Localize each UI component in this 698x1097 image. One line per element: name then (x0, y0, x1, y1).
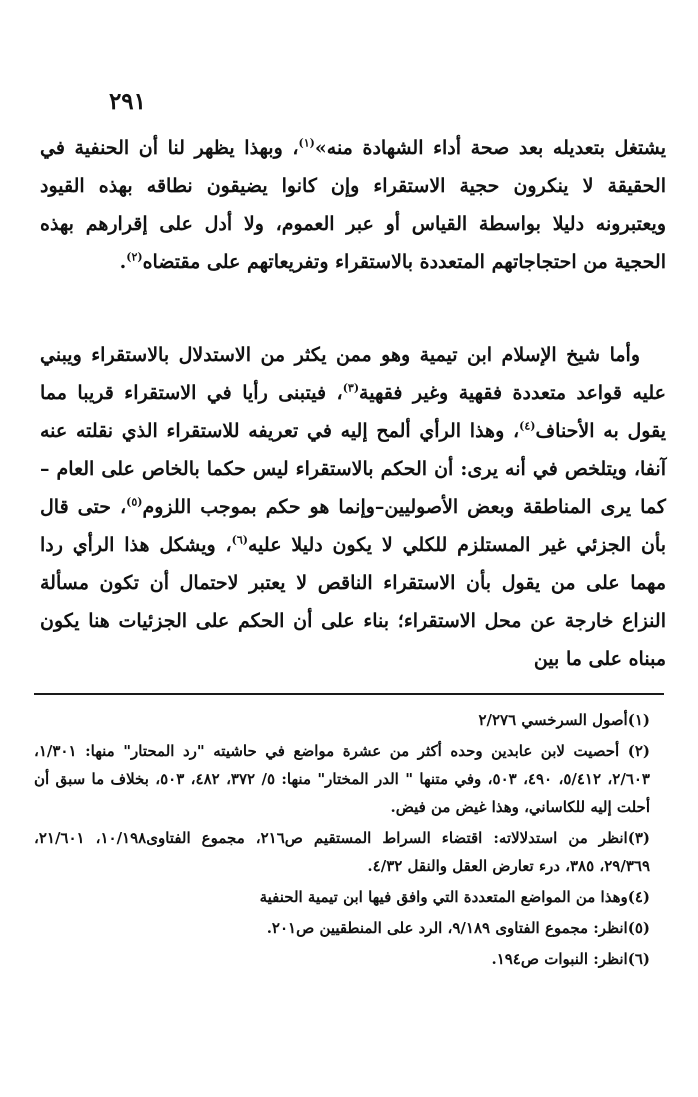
body-paragraph-2 (40, 336, 666, 678)
footnote-ref-1[interactable]: (١) (298, 136, 315, 150)
paragraph-2-text-c: ، وهذا الرأي ألمح إليه في تعريفه للاستقراء الذي نقلته عنه آنفا، ويتلخص في أنه يرى: أن الحكم بالاستقراء ليس حكما بالخاص على العام – كما يرى المناطقة وبعض الأصوليين–وإنما هو حكم بموجب اللزوم (40, 420, 666, 518)
paragraph-2-text-a: وأما شيخ الإسلام ابن تيمية وهو ممن يكثر من الاستدلال بالاستقراء ويبني عليه قواعد متعددة فقهية وغير فقهية (40, 344, 666, 404)
paragraph-1-text-a: يشتغل بتعديله بعد صحة أداء الشهادة منه» (314, 137, 667, 159)
footnote-ref-4[interactable]: (٤) (519, 419, 536, 433)
page-number: ٢٩١ (108, 88, 146, 115)
footnote-ref-6[interactable]: (٦) (231, 533, 248, 547)
paragraph-1-text-c: . (119, 251, 127, 273)
footnote-divider (34, 693, 664, 695)
footnote-ref-3[interactable]: (٣) (342, 381, 360, 395)
body-paragraph-1 (40, 129, 666, 281)
footnote-5: (٥)انظر: مجموع الفتاوى ٩/١٨٩، الرد على المنطقيين ص٢٠١. (266, 919, 650, 937)
footnote-1: (١)أصول السرخسي ٢/٢٧٦ (478, 711, 650, 729)
footnote-ref-2[interactable]: (٢) (126, 250, 143, 264)
footnote-6: (٦)انظر: النبوات ص١٩٤. (491, 950, 650, 968)
footnote-ref-5[interactable]: (٥) (126, 495, 143, 509)
footnotes-section (34, 706, 666, 976)
footnote-4: (٤)وهذا من المواضع المتعددة التي وافق فيها ابن تيمية الحنفية (259, 888, 650, 906)
footnote-3: (٣)انظر من استدلالاته: اقتضاء السراط المستقيم ص٢١٦، مجموع الفتاوى١٠/١٩٨، ٢١/٦٠١، ٢٩/٣٦٩، ٣٨٥، درء تعارض العقل والنقل ٤/٣٢. (34, 829, 650, 875)
paragraph-1-text-b: ، وبهذا يظهر لنا أن الحنفية في الحقيقة لا ينكرون حجية الاستقراء وإن كانوا يضيقون نطاقه بهذه القيود ويعتبرونه دليلا بواسطة القياس أو عبر العموم، ولا أدل على إقرارهم بهذه الحجية من احتجاجاتهم المتعددة بالاستقراء وتفريعاتهم على مقتضاه (40, 137, 666, 273)
paragraph-2-text-e: ، ويشكل هذا الرأي ردا مهما على من يقول بأن الاستقراء الناقص لا يعتبر لاحتمال أن تكون مسألة النزاع خارجة عن محل الاستقراء؛ بناء على أن الحكم على الجزئيات هنا يكون مبناه على ما بين (40, 534, 666, 670)
footnote-2: (٢) أحصيت لابن عابدين وحده أكثر من عشرة مواضع في حاشيته "رد المحتار" منها: ١/٣٠١، ٢/٦٠٣، ٥/٤١٢، ٤٩٠، ٥٠٣، وفي متنها " الدر المختار" منها: ٥/ ٣٧٢، ٤٨٢، ٥٠٣، بخلاف ما سبق أن أحلت إليه للكاساني، وهذا غيض من فيض. (34, 742, 650, 816)
paragraph-2-text-d: ، حتى قال بأن الجزئي غير المستلزم للكلي لا يكون دليلا عليه (40, 496, 666, 556)
paragraph-2-text-b: ، فيتبنى رأيا في الاستقراء قريبا مما يقول به الأحناف (40, 382, 666, 442)
